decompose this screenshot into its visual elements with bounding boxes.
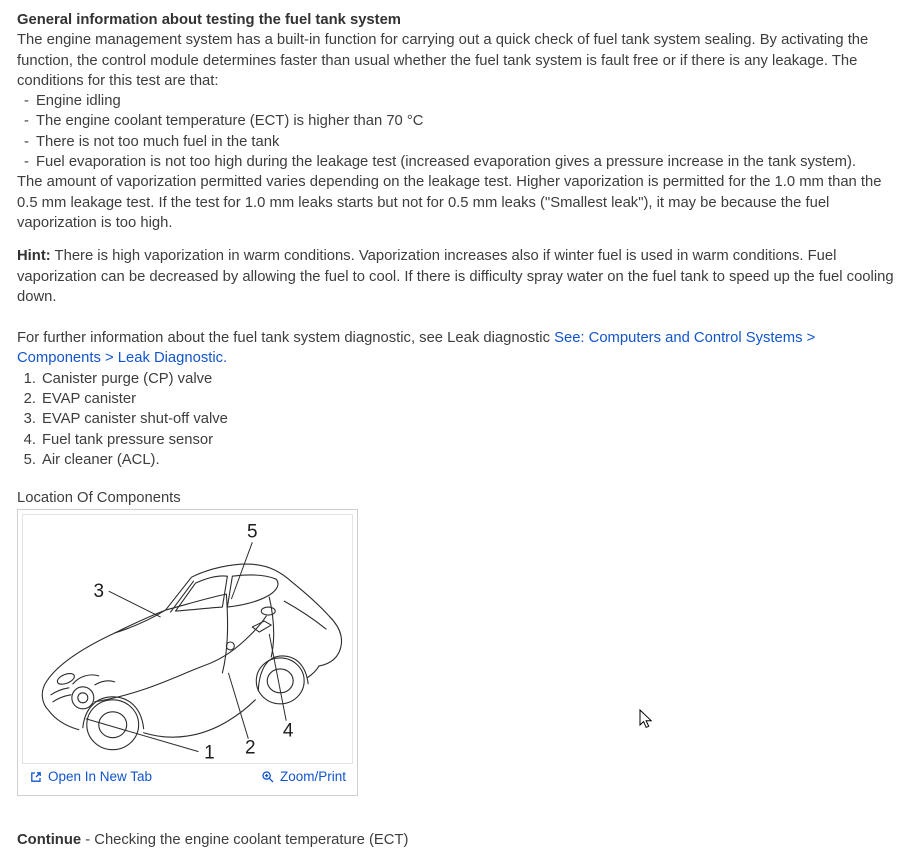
car-line-drawing xyxy=(23,515,352,763)
item-number: 3. xyxy=(23,411,36,428)
hint-label: Hint: xyxy=(17,248,51,265)
item-number: 1. xyxy=(23,370,36,387)
leader-line-5 xyxy=(231,542,252,599)
list-item xyxy=(17,91,897,111)
leak-diagnostic-link[interactable]: See: Computers and Control Systems > Components > Leak Diagnostic. xyxy=(17,330,816,367)
component-label: EVAP canister shut-off valve xyxy=(42,411,228,428)
list-item xyxy=(17,111,897,131)
vaporization-paragraph: The amount of vaporization permitted varies depending on the leakage test. Higher vaporization is permitted for the 1.0 mm than the 0.5 mm leakage test. If the test for 1.0 mm leaks starts but not for 0.5 mm leaks ("Smallest leak"), it may be because the fuel vaporization is too high. xyxy=(17,174,882,231)
list-item xyxy=(17,369,897,389)
conditions-list xyxy=(17,91,897,172)
component-label: Air cleaner (ACL). xyxy=(42,451,160,468)
bullet-marker: - xyxy=(24,93,29,110)
car-diagram[interactable] xyxy=(22,514,353,764)
hint-text: There is high vaporization in warm conditions. Vaporization increases also if winter fuel is used in warm conditions. Fuel vaporization can be decreased by allowing the fuel to cool. If there is difficulty spray water on the fuel tank to speed up the fuel cooling down. xyxy=(17,248,894,305)
list-item xyxy=(17,450,897,470)
open-in-new-tab-link[interactable] xyxy=(29,767,152,787)
intro-paragraph: The engine management system has a built-in function for carrying out a quick check of fuel tank system sealing. By activating the function, the control module determines faster than usual whether the fuel tank system is fault free or if there is any leakage. The conditions for this test are that: xyxy=(17,32,869,89)
zoom-print-label: Zoom/Print xyxy=(279,768,346,784)
zoom-icon xyxy=(261,770,275,784)
continue-label: Continue xyxy=(17,831,82,848)
leader-line-3 xyxy=(109,591,161,617)
callout-3: 3 xyxy=(93,580,105,602)
components-list xyxy=(17,369,897,470)
item-number: 4. xyxy=(23,431,36,448)
leader-line-4 xyxy=(269,634,286,721)
item-number: 5. xyxy=(23,451,36,468)
bullet-marker: - xyxy=(24,154,29,171)
component-label: Fuel tank pressure sensor xyxy=(42,431,214,448)
continue-line xyxy=(17,830,897,850)
figure-caption: Location Of Components xyxy=(17,490,181,507)
condition-text: There is not too much fuel in the tank xyxy=(35,133,280,150)
callout-4: 4 xyxy=(282,720,294,742)
continue-text: - Checking the engine coolant temperature (ECT) xyxy=(81,831,409,848)
list-item xyxy=(17,430,897,450)
condition-text: The engine coolant temperature (ECT) is higher than 70 °C xyxy=(35,113,424,130)
component-label: EVAP canister xyxy=(42,391,137,408)
zoom-print-link[interactable] xyxy=(261,767,346,787)
list-item xyxy=(17,389,897,409)
condition-text: Fuel evaporation is not too high during the leakage test (increased evaporation gives a pressure increase in the tank system). xyxy=(35,154,856,171)
callout-2: 2 xyxy=(245,737,256,759)
component-location-figure xyxy=(17,509,358,796)
condition-text: Engine idling xyxy=(35,93,121,110)
bullet-marker: - xyxy=(24,113,29,130)
further-info-paragraph xyxy=(17,328,897,369)
list-item xyxy=(17,132,897,152)
component-label: Canister purge (CP) valve xyxy=(42,370,213,387)
open-in-new-icon xyxy=(29,770,43,784)
list-item xyxy=(17,409,897,429)
item-number: 2. xyxy=(23,391,36,408)
list-item xyxy=(17,152,897,172)
page-title: General information about testing the fuel tank system xyxy=(17,12,401,28)
further-info-text: For further information about the fuel tank system diagnostic, see Leak diagnostic xyxy=(17,330,555,347)
leader-line-1 xyxy=(86,718,199,751)
leader-line-2 xyxy=(228,672,248,738)
open-in-new-tab-label: Open In New Tab xyxy=(48,768,153,784)
figure-toolbar xyxy=(22,764,353,791)
hint-paragraph xyxy=(17,246,897,307)
callout-1: 1 xyxy=(204,742,215,763)
callout-5: 5 xyxy=(247,520,258,542)
bullet-marker: - xyxy=(24,133,29,150)
